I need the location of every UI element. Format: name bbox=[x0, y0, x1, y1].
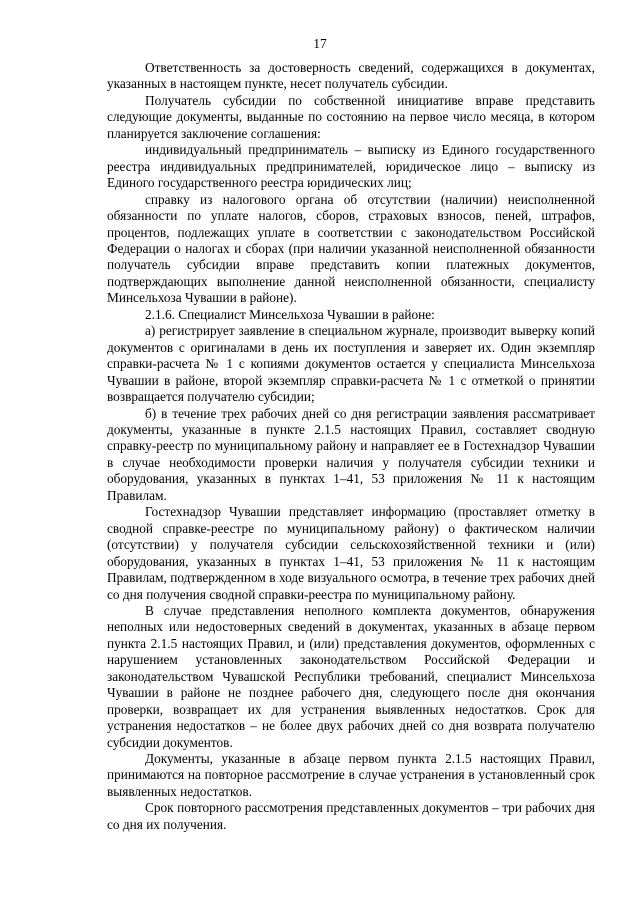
page-number: 17 bbox=[313, 36, 327, 51]
document-body bbox=[107, 60, 595, 833]
paragraph: Срок повторного рассмотрения представленных документов – три рабочих дня со дня их получения. bbox=[107, 800, 595, 832]
paragraph: Гостехнадзор Чувашии представляет информацию (проставляет отметку в сводной справке-реестре по муниципальному району) о фактическом наличии (отсутствии) у получателя субсидии сельскохозяйственной техники и (или) оборудования, указанных в пунктах 1–41, 53 приложения № 11 к настоящим Правилам, подтвержденном в ходе визуального осмотра, в течение трех рабочих дней со дня получения сводной справки-реестра по муниципальному району. bbox=[107, 504, 595, 602]
paragraph: Ответственность за достоверность сведений, содержащихся в документах, указанных в настоящем пункте, несет получатель субсидии. bbox=[107, 60, 595, 92]
paragraph: б) в течение трех рабочих дней со дня регистрации заявления рассматривает документы, указанные в пункте 2.1.5 настоящих Правил, составляет сводную справку-реестр по муниципальному району и направляет ее в Гостехнадзор Чувашии в случае необходимости проверки наличия у получателя субсидии техники и оборудования, указанных в пунктах 1–41, 53 приложения № 11 к настоящим Правилам. bbox=[107, 405, 595, 503]
paragraph: а) регистрирует заявление в специальном журнале, производит выверку копий документов с оригиналами в день их поступления и заверяет их. Один экземпляр справки-расчета № 1 с копиями документов остается у специалиста Минсельхоза Чувашии в районе, второй экземпляр справки-расчета № 1 с отметкой о принятии возвращается получателю субсидии; bbox=[107, 323, 595, 405]
paragraph: Получатель субсидии по собственной инициативе вправе представить следующие документы, выданные по состоянию на первое число месяца, в котором планируется заключение соглашения: bbox=[107, 92, 595, 141]
paragraph: В случае представления неполного комплекта документов, обнаружения неполных или недостоверных сведений в документах, указанных в абзаце первом пункта 2.1.5 настоящих Правил, и (или) представления документов, оформленных с нарушением установленных законодательством Российской Федерации и законодательством Чувашской Республики требований, специалист Минсельхоза Чувашии в районе не позднее рабочего дня, следующего после дня окончания проверки, возвращает их для устранения выявленных недостатков. Срок для устранения недостатков – не более двух рабочих дней со дня возврата получателю субсидии документов. bbox=[107, 602, 595, 750]
paragraph: справку из налогового органа об отсутствии (наличии) неисполненной обязанности по уплате налогов, сборов, страховых взносов, пеней, штрафов, процентов, подлежащих уплате в соответствии с законодательством Российской Федерации о налогах и сборах (при наличии указанной неисполненной обязанности получатель субсидии вправе представить копии платежных документов, подтверждающих выполнение данной неисполненной обязанности, специалисту Минсельхоза Чувашии в районе). bbox=[107, 191, 595, 306]
paragraph: индивидуальный предприниматель – выписку из Единого государственного реестра индивидуальных предпринимателей, юридическое лицо – выписку из Единого государственного реестра юридических лиц; bbox=[107, 142, 595, 191]
section-heading: 2.1.6. Специалист Минсельхоза Чувашии в районе: bbox=[145, 306, 435, 322]
paragraph: Документы, указанные в абзаце первом пункта 2.1.5 настоящих Правил, принимаются на повторное рассмотрение в случае устранения в установленный срок выявленных недостатков. bbox=[107, 751, 595, 799]
